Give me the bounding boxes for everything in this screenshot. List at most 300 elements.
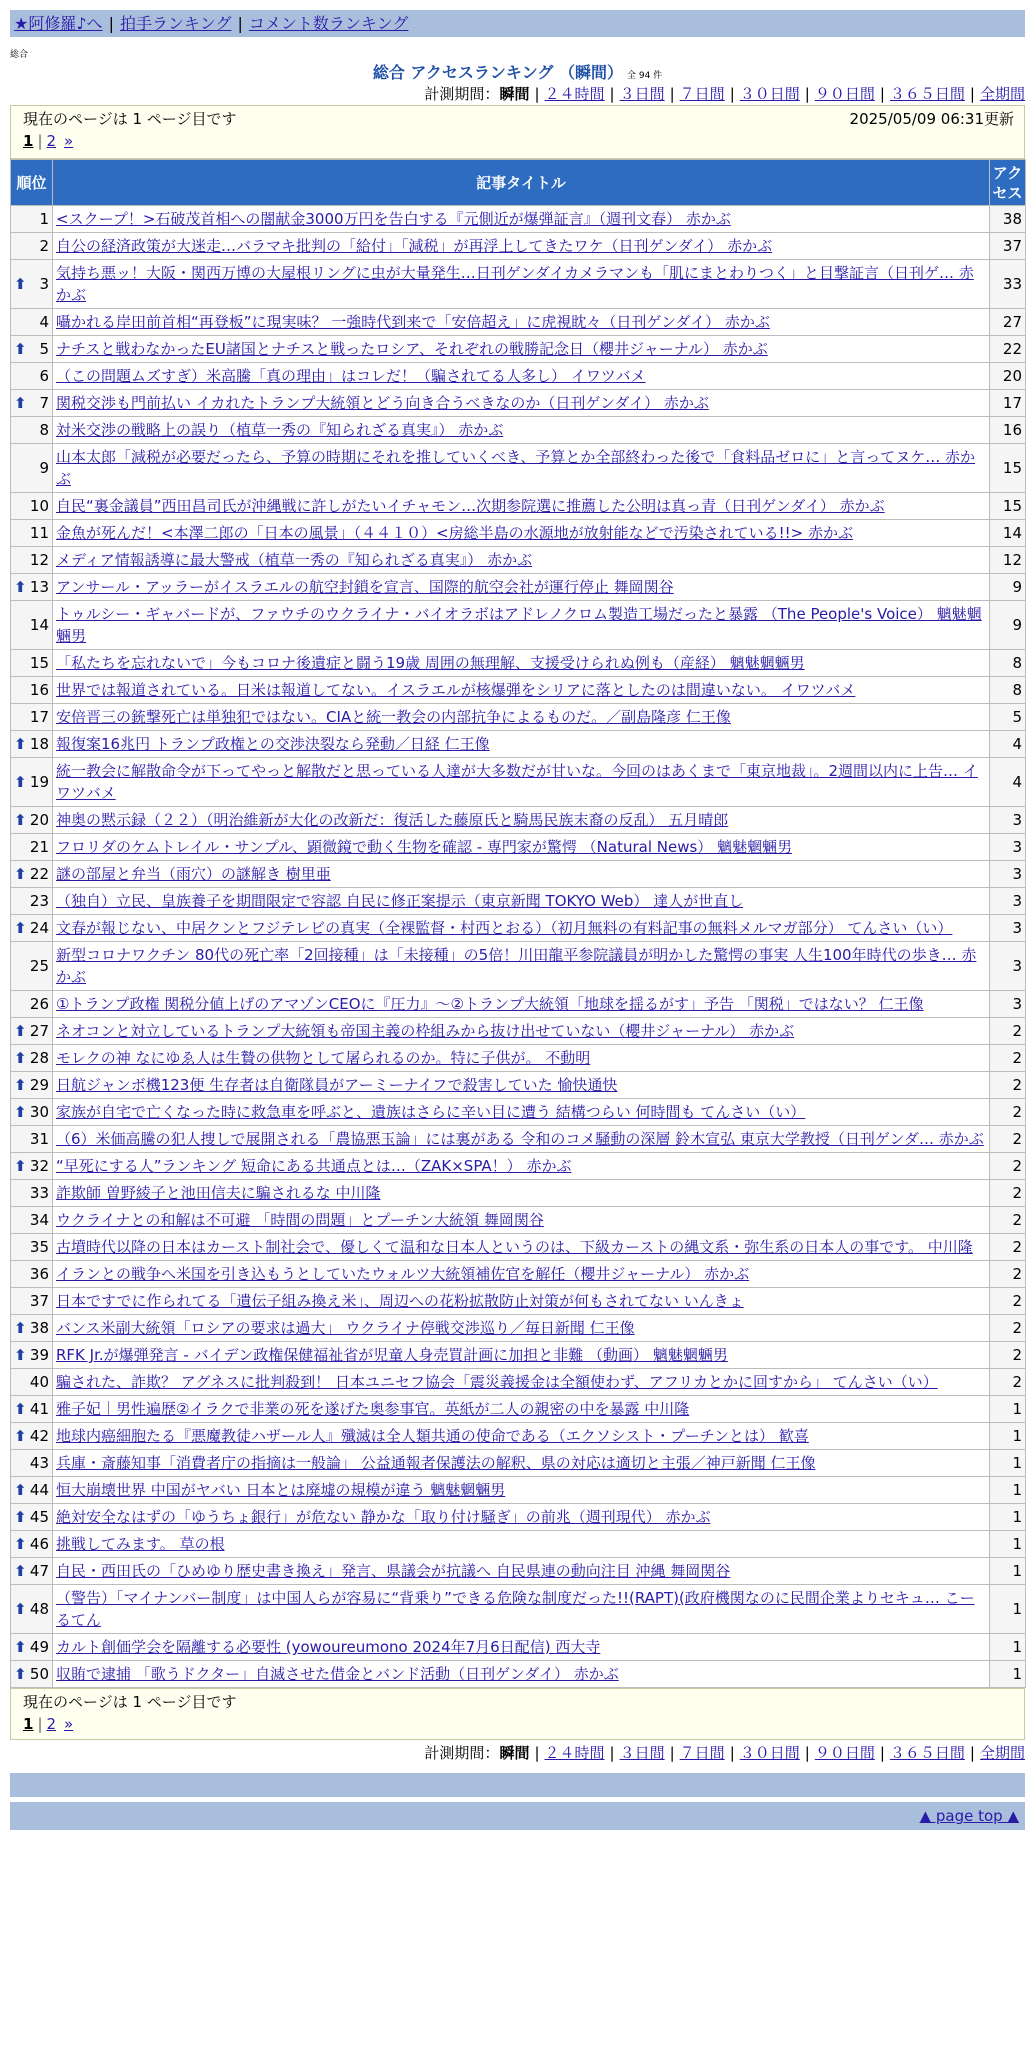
rank-cell bbox=[11, 1585, 53, 1634]
title-cell bbox=[53, 807, 990, 834]
article-link[interactable]: <スクープ！>石破茂首相への闇献金3000万円を告白する『元側近が爆弾証言』（週刊文春） 赤かぶ bbox=[56, 210, 731, 228]
rank-cell bbox=[11, 493, 53, 520]
access-count: 1 bbox=[990, 1396, 1026, 1423]
title-cell bbox=[53, 1450, 990, 1477]
period-separator: | bbox=[669, 85, 675, 103]
period-separator: | bbox=[669, 1744, 675, 1762]
rank-number: 26 bbox=[29, 995, 49, 1013]
article-link[interactable]: 騙された、詐欺？ アグネスに批判殺到！ 日本ユニセフ協会「震災義援金は全額使わず、アフリカとかに回すから」 てんさい（い） bbox=[56, 1373, 938, 1391]
up-arrow-icon: ⬆ bbox=[14, 394, 27, 412]
title-cell bbox=[53, 1261, 990, 1288]
table-row bbox=[11, 260, 1026, 309]
rank-number: 35 bbox=[29, 1238, 49, 1256]
rank-cell bbox=[11, 1045, 53, 1072]
up-arrow-icon: ⬆ bbox=[14, 919, 27, 937]
rank-cell bbox=[11, 942, 53, 991]
rank-cell bbox=[11, 1153, 53, 1180]
article-link[interactable]: モレクの神 なにゆゑ人は生贄の供物として屠られるのか。特に子供が。 不動明 bbox=[56, 1049, 591, 1067]
table-row bbox=[11, 1423, 1026, 1450]
table-row bbox=[11, 390, 1026, 417]
rank-cell bbox=[11, 520, 53, 547]
rank-cell bbox=[11, 260, 53, 309]
article-link[interactable]: ①トランプ政権 関税分値上げのアマゾンCEOに『圧力』～②トランプ大統領「地球を揺るがす」予告 「関税」ではない？ 仁王像 bbox=[56, 995, 924, 1013]
access-count: 16 bbox=[990, 417, 1026, 444]
rank-number: 14 bbox=[29, 616, 49, 634]
table-row bbox=[11, 520, 1026, 547]
rank-cell bbox=[11, 1099, 53, 1126]
rank-number: 15 bbox=[29, 654, 49, 672]
article-link[interactable]: 気持ち悪ッ！大阪・関西万博の大屋根リングに虫が大量発生…日刊ゲンダイカメラマンも「肌にまとわりつく」と目撃証言（日刊ゲ… 赤かぶ bbox=[56, 264, 974, 304]
up-arrow-icon: ⬆ bbox=[14, 1346, 27, 1364]
article-link[interactable]: カルト創価学会を隔離する必要性 (yowoureumono 2024年7月6日配信) 西大寺 bbox=[56, 1638, 601, 1656]
up-arrow-icon: ⬆ bbox=[14, 1157, 27, 1175]
rank-number: 39 bbox=[29, 1346, 49, 1364]
rank-cell bbox=[11, 417, 53, 444]
table-row bbox=[11, 363, 1026, 390]
title-cell bbox=[53, 1585, 990, 1634]
article-link[interactable]: 収賄で逮捕 「歌うドクター」自滅させた借金とバンド活動（日刊ゲンダイ） 赤かぶ bbox=[56, 1665, 619, 1683]
period-option-6-bottom[interactable]: ３６５日間 bbox=[889, 1744, 965, 1762]
up-arrow-icon: ⬆ bbox=[14, 1049, 27, 1067]
rank-number: 31 bbox=[29, 1130, 49, 1148]
title-cell bbox=[53, 601, 990, 650]
header-title: 記事タイトル bbox=[53, 160, 990, 206]
period-label: 計測期間： bbox=[424, 85, 500, 103]
access-count: 5 bbox=[990, 704, 1026, 731]
article-link[interactable]: イランとの戦争へ米国を引き込もうとしていたウォルツ大統領補佐官を解任（櫻井ジャーナル） 赤かぶ bbox=[56, 1265, 750, 1283]
access-count: 2 bbox=[990, 1261, 1026, 1288]
title-cell bbox=[53, 336, 990, 363]
rank-number: 17 bbox=[29, 708, 49, 726]
up-arrow-icon: ⬆ bbox=[14, 275, 27, 293]
title-cell bbox=[53, 363, 990, 390]
article-link[interactable]: 兵庫・斎藤知事「消費者庁の指摘は一般論」 公益通報者保護法の解釈、県の対応は適切と主張／神戸新聞 仁王像 bbox=[56, 1454, 816, 1472]
up-arrow-icon: ⬆ bbox=[14, 578, 27, 596]
table-row bbox=[11, 991, 1026, 1018]
up-arrow-icon: ⬆ bbox=[14, 1481, 27, 1499]
page-2-link-bottom[interactable]: 2 bbox=[46, 1715, 57, 1733]
title-cell bbox=[53, 493, 990, 520]
article-link[interactable]: （独自）立民、皇族養子を期間限定で容認 自民に修正案提示（東京新聞 TOKYO Web） 達人が世直し bbox=[56, 892, 744, 910]
title-cell bbox=[53, 1558, 990, 1585]
title-cell bbox=[53, 206, 990, 233]
table-row bbox=[11, 1504, 1026, 1531]
table-row bbox=[11, 650, 1026, 677]
title-cell bbox=[53, 888, 990, 915]
page-top-link[interactable]: ▲ page top ▲ bbox=[919, 1807, 1019, 1825]
article-link[interactable]: 謎の部屋と弁当（雨穴）の謎解き 樹里亜 bbox=[56, 865, 331, 883]
rank-number: 6 bbox=[39, 367, 49, 385]
period-option-1[interactable]: ２４時間 bbox=[544, 85, 605, 103]
title-cell bbox=[53, 574, 990, 601]
up-arrow-icon: ⬆ bbox=[14, 865, 27, 883]
article-link[interactable]: 報復案16兆円 トランプ政権との交渉決裂なら発動／日経 仁王像 bbox=[56, 735, 490, 753]
access-count: 33 bbox=[990, 260, 1026, 309]
footer-bar bbox=[10, 1773, 1025, 1797]
title-cell bbox=[53, 1072, 990, 1099]
up-arrow-icon: ⬆ bbox=[14, 340, 27, 358]
period-separator: | bbox=[729, 1744, 735, 1762]
article-link[interactable]: ナチスと戦わなかったEU諸国とナチスと戦ったロシア、それぞれの戦勝記念日（櫻井ジャーナル） 赤かぶ bbox=[56, 340, 768, 358]
title-cell bbox=[53, 1180, 990, 1207]
table-row bbox=[11, 1126, 1026, 1153]
period-option-5[interactable]: ９０日間 bbox=[814, 85, 875, 103]
pagination: 1 | 2 » bbox=[23, 132, 74, 150]
rank-cell bbox=[11, 1423, 53, 1450]
rank-cell bbox=[11, 336, 53, 363]
article-link[interactable]: 詐欺師 曽野綾子と池田信夫に騙されるな 中川隆 bbox=[56, 1184, 381, 1202]
rank-cell bbox=[11, 677, 53, 704]
pagination-box-bottom bbox=[10, 1688, 1025, 1740]
period-selector-bottom bbox=[10, 1742, 1025, 1764]
rank-number: 36 bbox=[29, 1265, 49, 1283]
rank-cell bbox=[11, 807, 53, 834]
rank-cell bbox=[11, 1531, 53, 1558]
table-row bbox=[11, 731, 1026, 758]
access-count: 14 bbox=[990, 520, 1026, 547]
table-row bbox=[11, 1634, 1026, 1661]
rank-cell bbox=[11, 1661, 53, 1688]
title-cell bbox=[53, 390, 990, 417]
title-cell bbox=[53, 233, 990, 260]
total-count: 全 94 件 bbox=[627, 71, 663, 81]
table-row bbox=[11, 1153, 1026, 1180]
rank-cell bbox=[11, 704, 53, 731]
article-link[interactable]: 絶対安全なはずの「ゆうちょ銀行」が危ない 静かな「取り付け騒ぎ」の前兆（週刊現代） 赤かぶ bbox=[56, 1508, 711, 1526]
article-link[interactable]: （6）米価高騰の犯人捜しで展開される「農協悪玉論」には裏がある 令和のコメ騒動の深層 鈴木宣弘 東京大学教授（日刊ゲンダ… 赤かぶ bbox=[56, 1130, 984, 1148]
article-link[interactable]: 日本ですでに作られてる「遺伝子組み換え米」、周辺への花粉拡散防止対策が何もされてない いんきょ bbox=[56, 1292, 744, 1310]
access-count: 1 bbox=[990, 1450, 1026, 1477]
article-link[interactable]: ウクライナとの和解は不可避 「時間の問題」とプーチン大統領 舞岡関谷 bbox=[56, 1211, 544, 1229]
table-row bbox=[11, 1261, 1026, 1288]
title-cell bbox=[53, 915, 990, 942]
article-link[interactable]: 日航ジャンボ機123便 生存者は自衛隊員がアーミーナイフで殺害していた 愉快通快 bbox=[56, 1076, 618, 1094]
article-link[interactable]: 山本太郎「減税が必要だったら、予算の時期にそれを推していくべき、予算とか全部終わった後で「食料品ゼロに」と言ってヌケ… 赤かぶ bbox=[56, 448, 976, 488]
home-link[interactable]: ★阿修羅♪へ bbox=[14, 14, 103, 33]
title-cell bbox=[53, 758, 990, 807]
table-row bbox=[11, 677, 1026, 704]
access-count: 1 bbox=[990, 1423, 1026, 1450]
access-count: 17 bbox=[990, 390, 1026, 417]
article-link[interactable]: 文春が報じない、中居クンとフジテレビの真実（全裸監督・村西とおる）（初月無料の有料記事の無料メルマガ部分） てんさい（い） bbox=[56, 919, 953, 937]
current-page-text-bottom: 現在のページは 1 ページ目です bbox=[23, 1693, 237, 1711]
title-cell bbox=[53, 1099, 990, 1126]
article-link[interactable]: 囁かれる岸田前首相“再登板”に現実味？ 一強時代到来で「安倍超え」に虎視眈々（日刊ゲンダイ） 赤かぶ bbox=[56, 313, 770, 331]
title-cell bbox=[53, 1342, 990, 1369]
article-link[interactable]: （この問題ムズすぎ）米高騰「真の理由」はコレだ！（騙されてる人多し） イワツバメ bbox=[56, 367, 646, 385]
period-option-3[interactable]: ７日間 bbox=[679, 85, 725, 103]
article-link[interactable]: アンサール・アッラーがイスラエルの航空封鎖を宣言、国際的航空会社が運行停止 舞岡関谷 bbox=[56, 578, 674, 596]
access-count: 15 bbox=[990, 493, 1026, 520]
access-count: 1 bbox=[990, 1661, 1026, 1688]
access-count: 1 bbox=[990, 1477, 1026, 1504]
table-row bbox=[11, 1315, 1026, 1342]
title-cell bbox=[53, 309, 990, 336]
rank-cell bbox=[11, 1558, 53, 1585]
access-count: 8 bbox=[990, 677, 1026, 704]
title-cell bbox=[53, 942, 990, 991]
table-row bbox=[11, 417, 1026, 444]
rank-number: 41 bbox=[29, 1400, 49, 1418]
title-cell bbox=[53, 444, 990, 493]
title-cell bbox=[53, 1153, 990, 1180]
article-link[interactable]: 自公の経済政策が大迷走…バラマキ批判の「給付」「減税」が再浮上してきたワケ（日刊ゲンダイ） 赤かぶ bbox=[56, 237, 773, 255]
title-cell bbox=[53, 547, 990, 574]
rank-number: 21 bbox=[29, 838, 49, 856]
next-page-link-bottom[interactable]: » bbox=[64, 1715, 74, 1733]
access-count: 12 bbox=[990, 547, 1026, 574]
page-top-bar bbox=[10, 1802, 1025, 1830]
updated-timestamp: 2025/05/09 06:31更新 bbox=[849, 110, 1014, 128]
title-cell bbox=[53, 1504, 990, 1531]
table-row bbox=[11, 336, 1026, 363]
pagination-box bbox=[10, 105, 1025, 159]
period-option-4[interactable]: ３０日間 bbox=[739, 85, 800, 103]
access-count: 3 bbox=[990, 888, 1026, 915]
article-link[interactable]: 安倍晋三の銃撃死亡は単独犯ではない。CIAと統一教会の内部抗争によるものだ。／副島隆彦 仁王像 bbox=[56, 708, 731, 726]
access-count: 1 bbox=[990, 1634, 1026, 1661]
up-arrow-icon: ⬆ bbox=[14, 1076, 27, 1094]
rank-cell bbox=[11, 991, 53, 1018]
up-arrow-icon: ⬆ bbox=[14, 1600, 27, 1618]
rank-cell bbox=[11, 309, 53, 336]
rank-number: 49 bbox=[29, 1638, 49, 1656]
article-link[interactable]: 自民・西田氏の「ひめゆり歴史書き換え」発言、県議会が抗議へ 自民県連の動向注目 沖縄 舞岡関谷 bbox=[56, 1562, 731, 1580]
article-link[interactable]: 対米交渉の戦略上の誤り（植草一秀の『知られざる真実』） 赤かぶ bbox=[56, 421, 504, 439]
access-count: 2 bbox=[990, 1099, 1026, 1126]
article-link[interactable]: （警告）「マイナンバー制度」は中国人らが容易に“背乗り”できる危険な制度だった!!(RAPT)(政府機関なのに民間企業よりセキュ… こーるてん bbox=[56, 1589, 975, 1629]
up-arrow-icon: ⬆ bbox=[14, 1535, 27, 1553]
rank-cell bbox=[11, 206, 53, 233]
title-cell bbox=[53, 1634, 990, 1661]
title-cell bbox=[53, 1423, 990, 1450]
article-link[interactable]: 世界では報道されている。日米は報道してない。イスラエルが核爆弾をシリアに落としたのは間違いない。 イワツバメ bbox=[56, 681, 856, 699]
table-row bbox=[11, 1234, 1026, 1261]
table-row bbox=[11, 915, 1026, 942]
page-1-current-bottom: 1 bbox=[23, 1715, 34, 1733]
rank-number: 27 bbox=[29, 1022, 49, 1040]
article-link[interactable]: 挑戦してみます。 草の根 bbox=[56, 1535, 225, 1553]
table-row bbox=[11, 1180, 1026, 1207]
access-count: 2 bbox=[990, 1126, 1026, 1153]
rank-number: 24 bbox=[29, 919, 49, 937]
rank-number: 5 bbox=[39, 340, 49, 358]
article-link[interactable]: 家族が自宅で亡くなった時に救急車を呼ぶと、遺族はさらに辛い目に遭う 結構つらい 何時間も てんさい（い） bbox=[56, 1103, 806, 1121]
rank-cell bbox=[11, 1634, 53, 1661]
access-count: 1 bbox=[990, 1585, 1026, 1634]
rank-cell bbox=[11, 1288, 53, 1315]
rank-number: 34 bbox=[29, 1211, 49, 1229]
article-link[interactable]: 神奥の黙示録（２２）（明治維新が大化の改新だ：復活した藤原氏と騎馬民族末裔の反乱） 五月晴郎 bbox=[56, 811, 729, 829]
period-selector bbox=[10, 83, 1025, 105]
rank-number: 47 bbox=[29, 1562, 49, 1580]
period-option-2[interactable]: ３日間 bbox=[619, 85, 665, 103]
table-row bbox=[11, 444, 1026, 493]
article-link[interactable]: 恒大崩壊世界 中国がヤバい 日本とは廃墟の規模が違う 魑魅魍魎男 bbox=[56, 1481, 506, 1499]
rank-cell bbox=[11, 1261, 53, 1288]
table-row bbox=[11, 888, 1026, 915]
table-row bbox=[11, 1585, 1026, 1634]
up-arrow-icon: ⬆ bbox=[14, 773, 27, 791]
page-title: 総合 アクセスランキング （瞬間） bbox=[372, 63, 623, 82]
access-count: 2 bbox=[990, 1234, 1026, 1261]
access-count: 3 bbox=[990, 915, 1026, 942]
table-row bbox=[11, 601, 1026, 650]
title-cell bbox=[53, 677, 990, 704]
title-cell bbox=[53, 1045, 990, 1072]
period-separator: | bbox=[969, 85, 975, 103]
period-option-1-bottom[interactable]: ２４時間 bbox=[544, 1744, 605, 1762]
header-access: アクセス bbox=[990, 160, 1026, 206]
period-option-7-bottom[interactable]: 全期間 bbox=[979, 1744, 1025, 1762]
rank-cell bbox=[11, 650, 53, 677]
title-cell bbox=[53, 1477, 990, 1504]
period-option-5-bottom[interactable]: ９０日間 bbox=[814, 1744, 875, 1762]
rank-cell bbox=[11, 1072, 53, 1099]
rank-number: 50 bbox=[29, 1665, 49, 1683]
access-count: 1 bbox=[990, 1531, 1026, 1558]
rank-number: 37 bbox=[29, 1292, 49, 1310]
article-link[interactable]: 金魚が死んだ！<本澤二郎の「日本の風景」（４４１０）<房総半島の水源地が放射能などで汚染されている!!> 赤かぶ bbox=[56, 524, 854, 542]
page-2-link[interactable]: 2 bbox=[46, 132, 57, 150]
period-option-2-bottom[interactable]: ３日間 bbox=[619, 1744, 665, 1762]
title-cell bbox=[53, 731, 990, 758]
table-row bbox=[11, 1661, 1026, 1688]
rank-number: 12 bbox=[29, 551, 49, 569]
rank-cell bbox=[11, 861, 53, 888]
access-count: 3 bbox=[990, 991, 1026, 1018]
up-arrow-icon: ⬆ bbox=[14, 1665, 27, 1683]
period-current-bottom: 瞬間 bbox=[499, 1744, 530, 1762]
rank-cell bbox=[11, 1207, 53, 1234]
rank-cell bbox=[11, 547, 53, 574]
period-separator: | bbox=[804, 1744, 810, 1762]
rank-cell bbox=[11, 834, 53, 861]
period-separator: | bbox=[879, 1744, 885, 1762]
article-link[interactable]: 地球内癌細胞たる『悪魔教徒ハザール人』殲滅は全人類共通の使命である（エクソシスト・プーチンとは） 歓喜 bbox=[56, 1427, 809, 1445]
table-row bbox=[11, 1072, 1026, 1099]
access-count: 2 bbox=[990, 1153, 1026, 1180]
rank-number: 7 bbox=[39, 394, 49, 412]
access-count: 3 bbox=[990, 834, 1026, 861]
title-cell bbox=[53, 1288, 990, 1315]
period-option-6[interactable]: ３６５日間 bbox=[889, 85, 965, 103]
page-1-current: 1 bbox=[23, 132, 34, 150]
article-link[interactable]: 新型コロナワクチン 80代の死亡率「2回接種」は「未接種」の5倍！川田龍平参院議員が明かした驚愕の事実 人生100年時代の歩き… 赤かぶ bbox=[56, 946, 977, 986]
table-row bbox=[11, 1450, 1026, 1477]
header-rank: 順位 bbox=[11, 160, 53, 206]
rank-cell bbox=[11, 731, 53, 758]
access-count: 2 bbox=[990, 1072, 1026, 1099]
rank-number: 44 bbox=[29, 1481, 49, 1499]
article-link[interactable]: 古墳時代以降の日本はカースト制社会で、優しくて温和な日本人というのは、下級カーストの縄文系・弥生系の日本人の事です。 中川隆 bbox=[56, 1238, 973, 1256]
rank-number: 20 bbox=[29, 811, 49, 829]
period-option-4-bottom[interactable]: ３０日間 bbox=[739, 1744, 800, 1762]
article-link[interactable]: 関税交渉も門前払い イカれたトランプ大統領とどう向き合うべきなのか（日刊ゲンダイ） 赤かぶ bbox=[56, 394, 709, 412]
title-cell bbox=[53, 991, 990, 1018]
rank-number: 1 bbox=[39, 210, 49, 228]
rank-cell bbox=[11, 574, 53, 601]
article-link[interactable]: バンス米副大統領「ロシアの要求は過大」 ウクライナ停戦交渉巡り／毎日新聞 仁王像 bbox=[56, 1319, 635, 1337]
table-row bbox=[11, 1342, 1026, 1369]
current-page-text: 現在のページは 1 ページ目です bbox=[23, 110, 237, 128]
rank-cell bbox=[11, 1315, 53, 1342]
article-link[interactable]: RFK Jr.が爆弾発言 - バイデン政権保健福祉省が児童人身売買計画に加担と非難 （動画） 魑魅魍魎男 bbox=[56, 1346, 728, 1364]
table-row bbox=[11, 1396, 1026, 1423]
table-row bbox=[11, 1558, 1026, 1585]
access-count: 9 bbox=[990, 574, 1026, 601]
up-arrow-icon: ⬆ bbox=[14, 1562, 27, 1580]
article-link[interactable]: 雅子妃｜男性遍歴②イラクで非業の死を遂げた奥参事官。英紙が二人の親密の中を暴露 中川隆 bbox=[56, 1400, 690, 1418]
table-row bbox=[11, 1477, 1026, 1504]
up-arrow-icon: ⬆ bbox=[14, 1427, 27, 1445]
title-cell bbox=[53, 704, 990, 731]
applause-ranking-link[interactable]: 拍手ランキング bbox=[119, 14, 232, 33]
article-link[interactable]: 「私たちを忘れないで」今もコロナ後遺症と闘う19歳 周囲の無理解、支援受けられぬ例も（産経） 魑魅魍魎男 bbox=[56, 654, 805, 672]
article-link[interactable]: 自民“裏金議員”西田昌司氏が沖縄戦に許しがたいイチャモン…次期参院選に推薦した公明は真っ青（日刊ゲンダイ） 赤かぶ bbox=[56, 497, 885, 515]
access-count: 2 bbox=[990, 1369, 1026, 1396]
article-link[interactable]: メディア情報誘導に最大警戒（植草一秀の『知られざる真実』） 赤かぶ bbox=[56, 551, 533, 569]
title-cell bbox=[53, 650, 990, 677]
title-cell bbox=[53, 1126, 990, 1153]
article-link[interactable]: ネオコンと対立しているトランプ大統領も帝国主義の枠組みから抜け出せていない（櫻井ジャーナル） 赤かぶ bbox=[56, 1022, 795, 1040]
rank-cell bbox=[11, 1180, 53, 1207]
article-link[interactable]: トゥルシー・ギャバードが、ファウチのウクライナ・バイオラボはアドレノクロム製造工場だったと暴露 （The People's Voice） 魑魅魍魎男 bbox=[56, 605, 982, 645]
rank-number: 2 bbox=[39, 237, 49, 255]
table-row bbox=[11, 206, 1026, 233]
rank-number: 46 bbox=[29, 1535, 49, 1553]
rank-number: 33 bbox=[29, 1184, 49, 1202]
top-nav: ★阿修羅♪へ | 拍手ランキング | コメント数ランキング bbox=[10, 10, 1025, 37]
table-row bbox=[11, 574, 1026, 601]
period-separator: | bbox=[879, 85, 885, 103]
rank-number: 4 bbox=[39, 313, 49, 331]
rank-number: 10 bbox=[29, 497, 49, 515]
period-separator: | bbox=[804, 85, 810, 103]
period-option-3-bottom[interactable]: ７日間 bbox=[679, 1744, 725, 1762]
rank-cell bbox=[11, 1504, 53, 1531]
comment-ranking-link[interactable]: コメント数ランキング bbox=[248, 14, 409, 33]
rank-number: 8 bbox=[39, 421, 49, 439]
period-separator: | bbox=[534, 85, 540, 103]
next-page-link[interactable]: » bbox=[64, 132, 74, 150]
up-arrow-icon: ⬆ bbox=[14, 1638, 27, 1656]
access-count: 1 bbox=[990, 1558, 1026, 1585]
table-row bbox=[11, 1531, 1026, 1558]
access-count: 2 bbox=[990, 1018, 1026, 1045]
article-link[interactable]: “早死にする人”ランキング 短命にある共通点とは…（ZAK×SPA！） 赤かぶ bbox=[56, 1157, 572, 1175]
period-current: 瞬間 bbox=[499, 85, 530, 103]
rank-cell bbox=[11, 1342, 53, 1369]
period-separator: | bbox=[609, 85, 615, 103]
period-separator: | bbox=[534, 1744, 540, 1762]
article-link[interactable]: フロリダのケムトレイル・サンプル、顕微鏡で動く生物を確認 - 専門家が驚愕 （Natural News） 魑魅魍魎男 bbox=[56, 838, 793, 856]
rank-number: 25 bbox=[29, 957, 49, 975]
title-cell bbox=[53, 260, 990, 309]
rank-number: 9 bbox=[39, 459, 49, 477]
rank-cell bbox=[11, 915, 53, 942]
article-link[interactable]: 統一教会に解散命令が下ってやっと解散だと思っている人達が大多数だが甘いな。今回のはあくまで「東京地裁」。2週間以内に上告… イワツバメ bbox=[56, 762, 978, 802]
rank-number: 29 bbox=[29, 1076, 49, 1094]
table-row bbox=[11, 309, 1026, 336]
rank-cell bbox=[11, 1018, 53, 1045]
rank-cell bbox=[11, 233, 53, 260]
rank-number: 30 bbox=[29, 1103, 49, 1121]
category-label: 総合 bbox=[10, 50, 29, 60]
rank-number: 11 bbox=[29, 524, 49, 542]
rank-cell bbox=[11, 1234, 53, 1261]
period-option-7[interactable]: 全期間 bbox=[979, 85, 1025, 103]
